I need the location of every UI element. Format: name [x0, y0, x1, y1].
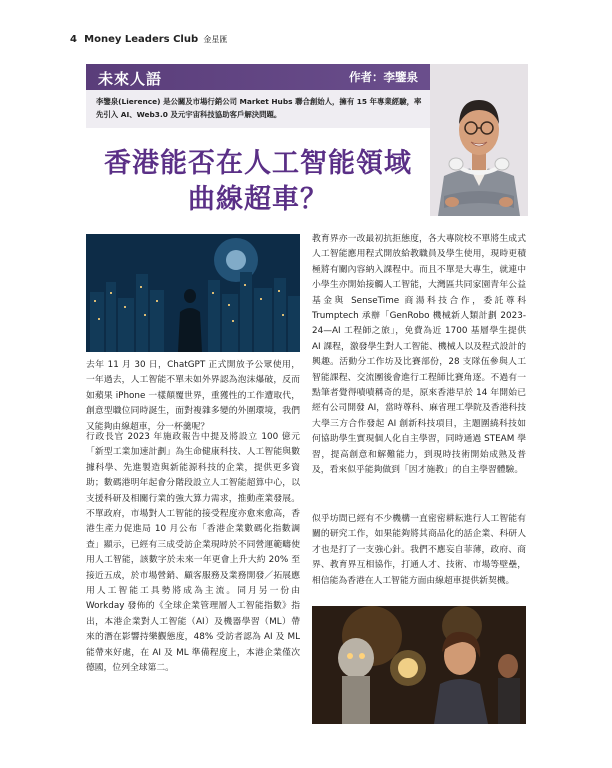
magazine-name: Money Leaders Club: [84, 34, 199, 45]
paragraph-1: 去年 11 月 30 日，ChatGPT 正式開放予公眾使用，一年過去，人工智能不單未如外界認為泡沫爆破，反而如蘋果 iPhone 一樣顛覆世界，重獲性的工作遭取代，創意型職位同時誕生，面對複雜多變的外圍環境，我們又能夠由線超車，分一杯羹呢？: [86, 360, 300, 432]
author-bio-box: [86, 90, 430, 128]
page-number: 4: [70, 34, 77, 45]
article-title-line-1: 香港能否在人工智能領域: [104, 148, 412, 179]
paragraph-4: 似乎坊間已經有不少機構一直密密耕耘進行人工智能有關的研究工作，如果能夠將其商品化的話企業、科研人才也是打了一支強心針。我們不應妄自菲薄，政府、商界、教育界互相協作，打通人才、技術、市場等壁壘，相信能為香港在人工智能方面由線超車提供新契機。: [312, 514, 526, 586]
column-title: 未來人語: [98, 70, 163, 88]
author-byline: 作者：李鑒泉: [349, 70, 418, 84]
magazine-chinese-name: 金星匯: [203, 35, 228, 44]
paragraph-3: 教育界亦一改最初抗拒態度，各大專院校不單將生成式人工智能應用程式開放給教職員及學生使用，現時更積極將有關內容納入課程中。而且不單是大專生，就連中小學生亦開始接觸人工智能，大灣區共同家園青年公益基金與 SenseTime 商湯科技合作，委託尊科 Trumptech 承辦「GenRobo 機械新人類計劃 2023-24—AI 工程師之旅」，免費為近 1700 基層學生提供 AI 課程，激發學生對人工智能、機械人以及程式設計的興趣。活動分工作坊及比賽部份，28 支隊伍參與人工智能課程、交流團後會進行工程師比賽角逐。不過有一點筆者覺得嘖嘖稱奇的是，原來香港早於 14 年開始已經有公司開發 AI，當時尊科、麻省理工學院及香港科技大學三方合作發起 AI 創新科技項目，主題圍繞科技如何協助學生實現個人化自主學習，同時通過 STEAM 學習，提高創意和解難能力，到現時技術開始成熟及普及，看來似乎能夠做到「因才施教」的自主學習體驗。: [312, 234, 526, 476]
ai-robot-image: [312, 606, 526, 724]
city-night-image: [86, 234, 300, 352]
author-bio: 李鑒泉(Lierence) 是公關及市場行銷公司 Market Hubs 聯合創始人，擁有 15 年專業經驗，率先引入 AI、Web3.0 及元宇宙科技協助客戶解決問題。: [96, 97, 422, 119]
column-banner: [86, 64, 430, 90]
paragraph-2: 行政長官 2023 年施政報告中提及將設立 100 億元「新型工業加速計劃」為生命健康科技、人工智能與數據科學、先進製造與新能源科技的企業，提供更多資助；數碼港明年起會分階段設立人工智能超算中心，以支援科研及相關行業的強大算力需求，推動產業發展。不單政府，市場對人工智能的接受程度亦愈來愈高，香港生產力促進局 10 月公布「香港企業數碼化指數調查」顯示，已經有三成受訪企業現時於不同營運範疇使用人工智能，該數字於未來一年更會上升大約 20% 至接近五成，於市場營銷、顧客服務及業務開發／拓展應用人工智能工具勢將成為主流。同月另一份由 Workday 發佈的《全球企業管理層人工智能指數》指出，本港企業對人工智能（AI）及機器學習（ML）帶來的潛在影響持樂觀態度，48% 受訪者認為 AI 及 ML 能帶來好處，在 AI 及 ML 準備程度上，本港企業僅次德國，位列全球第二。: [86, 432, 300, 674]
author-portrait: [430, 64, 528, 216]
article-title: [86, 146, 430, 218]
article-title-line-2: 曲線超車？: [188, 184, 328, 215]
page-header: [70, 34, 227, 45]
